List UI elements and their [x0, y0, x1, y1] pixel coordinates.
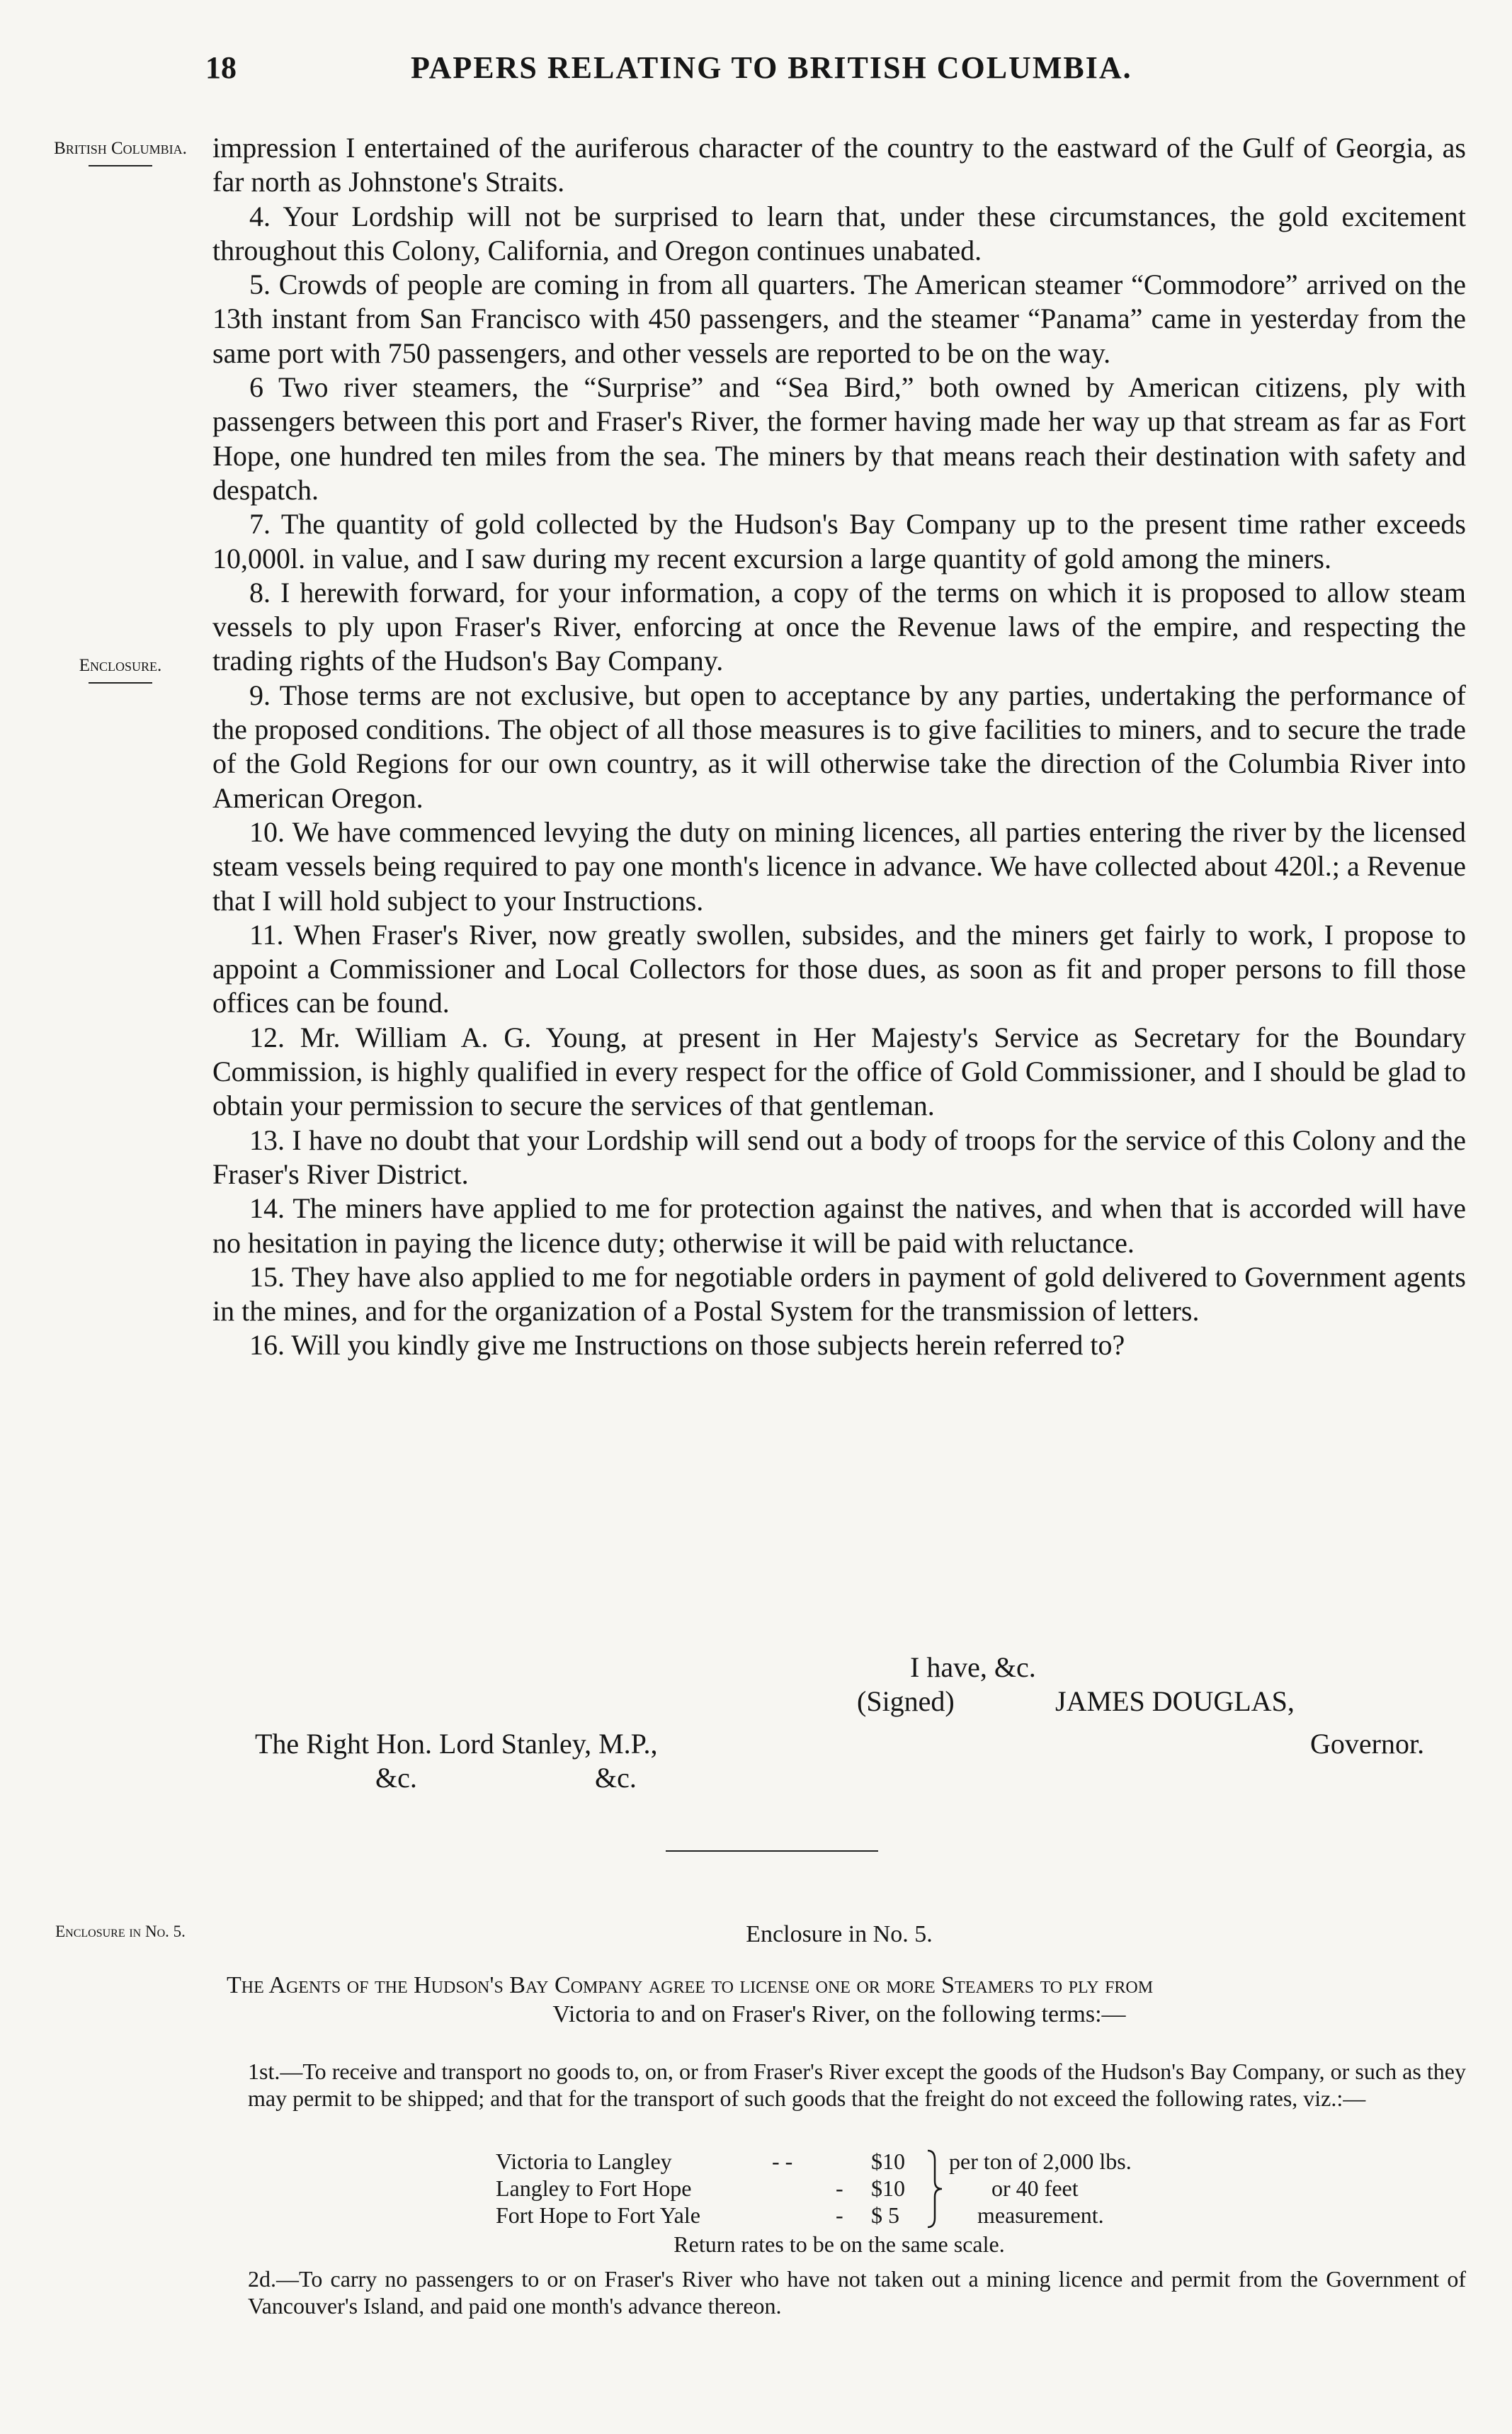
rate-amount: $10: [871, 2175, 905, 2201]
paragraph-7: 7. The quantity of gold collected by the Hudson's Bay Company up to the present time rather exceeds 10,000l. in value, and I saw during my recent excursion a large quantity of gold among the miners.: [212, 508, 1466, 574]
paragraph-5: 5. Crowds of people are coming in from all quarters. The American steamer “Commodore” arrived on the 13th instant from San Francisco with 450 passengers, and the steamer “Panama” came in yesterday from the same port with 750 passengers, and other vessels are reported to be on the way.: [212, 268, 1466, 369]
page-header: [205, 50, 1466, 99]
paragraph-9: 9. Those terms are not exclusive, but open to acceptance by any parties, undertaking the performance of the proposed conditions. The object of all those measures is to give facilities to miners, and to secure the trade of the Gold Regions for our own country, as it will otherwise take the direction of the Columbia River into American Oregon.: [212, 679, 1466, 814]
paragraph-11: 11. When Fraser's River, now greatly swollen, subsides, and the miners get fairly to work, I propose to appoint a Commissioner and Local Collectors for those dues, as soon as fit and proper persons to fill those offices can be found.: [212, 918, 1466, 1019]
paragraph-4: 4. Your Lordship will not be surprised to learn that, under these circumstances, the gold excitement throughout this Colony, California, and Oregon continues unabated.: [212, 200, 1466, 266]
closing-i-have: I have, &c.: [910, 1651, 1036, 1683]
margin-note-british-columbia: [50, 138, 191, 166]
rate-amount: $ 5: [871, 2202, 899, 2228]
paragraph-10: 10. We have commenced levying the duty on mining licences, all parties entering the river by the licensed steam vessels being required to pay one month's licence in advance. We have collected about 420l.; a Revenue that I will hold subject to your Instructions.: [212, 815, 1466, 917]
running-title: PAPERS RELATING TO BRITISH COLUMBIA.: [411, 50, 1132, 85]
rate-dash: -: [836, 2175, 843, 2201]
term-2-label: 2d.—: [248, 2266, 299, 2292]
closing-signatory: JAMES DOUGLAS,: [1055, 1685, 1295, 1717]
letter-body: [212, 131, 1466, 1363]
closing-etc-2: &c.: [595, 1762, 637, 1794]
paragraph-continuation: impression I entertained of the auriferous character of the country to the eastward of the Gulf of Georgia, as far north as Johnstone's Straits.: [212, 132, 1466, 198]
term-2: [248, 2265, 1466, 2319]
curly-brace-icon: [924, 2149, 945, 2229]
paragraph-12: 12. Mr. William A. G. Young, at present in Her Majesty's Service as Secretary for the Boundary Commission, is highly qualified in every respect for the office of Gold Commissioner, and I should be glad to obtain your permission to secure the services of that gentleman.: [212, 1021, 1466, 1122]
rate-dash: -: [836, 2202, 843, 2228]
enclosure-heading: Enclosure in No. 5.: [746, 1921, 933, 1947]
paragraph-15: 15. They have also applied to me for negotiable orders in payment of gold delivered to Government agents in the mines, and for the organization of a Postal System for the transmission of letters.: [212, 1260, 1466, 1328]
term-1: [248, 2058, 1466, 2112]
margin-note-enclosure-text: Enclosure.: [79, 656, 162, 675]
rate-route: Fort Hope to Fort Yale: [496, 2202, 700, 2228]
enclosure-intro-line-1: The Agents of the Hudson's Bay Company agree to license one or more Steamers to ply from: [227, 1972, 1154, 1998]
page-number: 18: [205, 50, 237, 85]
paragraph-6: 6 Two river steamers, the “Surprise” and “Sea Bird,” both owned by American citizens, ply with passengers between this port and Fraser's River, the former having made her way up that stream as far as Fort Hope, one hundred ten miles from the sea. The miners by that means reach their destination with safety and despatch.: [212, 371, 1466, 506]
closing-addressee: The Right Hon. Lord Stanley, M.P.,: [255, 1728, 658, 1760]
section-divider: [666, 1850, 878, 1852]
rate-note-line: per ton of 2,000 lbs.: [949, 2149, 1132, 2174]
margin-note-british-columbia-text: British Columbia.: [54, 139, 187, 158]
closing-signed: (Signed): [857, 1685, 955, 1717]
rate-note-line: measurement.: [977, 2202, 1104, 2228]
rate-amount: $10: [871, 2149, 905, 2174]
term-2-text: To carry no passengers to or on Fraser's River who have not taken out a mining licence and permit from the Government of Vancouver's Island, and paid one month's advance thereon.: [248, 2266, 1466, 2319]
rate-route: Langley to Fort Hope: [496, 2175, 692, 2201]
rates-table: [496, 2148, 1204, 2229]
rate-dash: - -: [772, 2149, 793, 2174]
enclosure-intro: [212, 1971, 1466, 2029]
paragraph-14: 14. The miners have applied to me for protection against the natives, and when that is accorded will have no hesitation in paying the licence duty; otherwise it will be paid with reluctance.: [212, 1192, 1466, 1259]
enclosure-intro-line-2: Victoria to and on Fraser's River, on the following terms:—: [552, 2001, 1126, 2027]
margin-note-enclosure-in-text: Enclosure in No. 5.: [55, 1923, 186, 1940]
rate-note: [949, 2148, 1161, 2229]
margin-rule: [89, 682, 152, 684]
term-1-text: To receive and transport no goods to, on, or from Fraser's River except the goods of the Hudson's Bay Company, or such as they may permit to be shipped; and that for the transport of such goods that the freight do not exceed the following rates, viz.:—: [248, 2059, 1466, 2111]
return-rates: Return rates to be on the same scale.: [673, 2231, 1005, 2257]
rate-note-line: or 40 feet: [991, 2175, 1079, 2201]
term-1-label: 1st.—: [248, 2059, 303, 2084]
paragraph-13: 13. I have no doubt that your Lordship will send out a body of troops for the service of this Colony and the Fraser's River District.: [212, 1123, 1466, 1190]
margin-note-enclosure-in: [50, 1921, 191, 1942]
margin-note-enclosure: [50, 655, 191, 684]
margin-rule: [89, 165, 152, 166]
closing-etc-1: &c.: [375, 1762, 417, 1794]
rate-route: Victoria to Langley: [496, 2149, 672, 2174]
paragraph-16: 16. Will you kindly give me Instructions on those subjects herein referred to?: [249, 1329, 1125, 1362]
closing-title: Governor.: [1310, 1728, 1425, 1760]
paragraph-8: 8. I herewith forward, for your information, a copy of the terms on which it is proposed to allow steam vessels to ply upon Fraser's River, enforcing at once the Revenue laws of the empire, and respecting the trading rights of the Hudson's Bay Company.: [212, 576, 1466, 677]
